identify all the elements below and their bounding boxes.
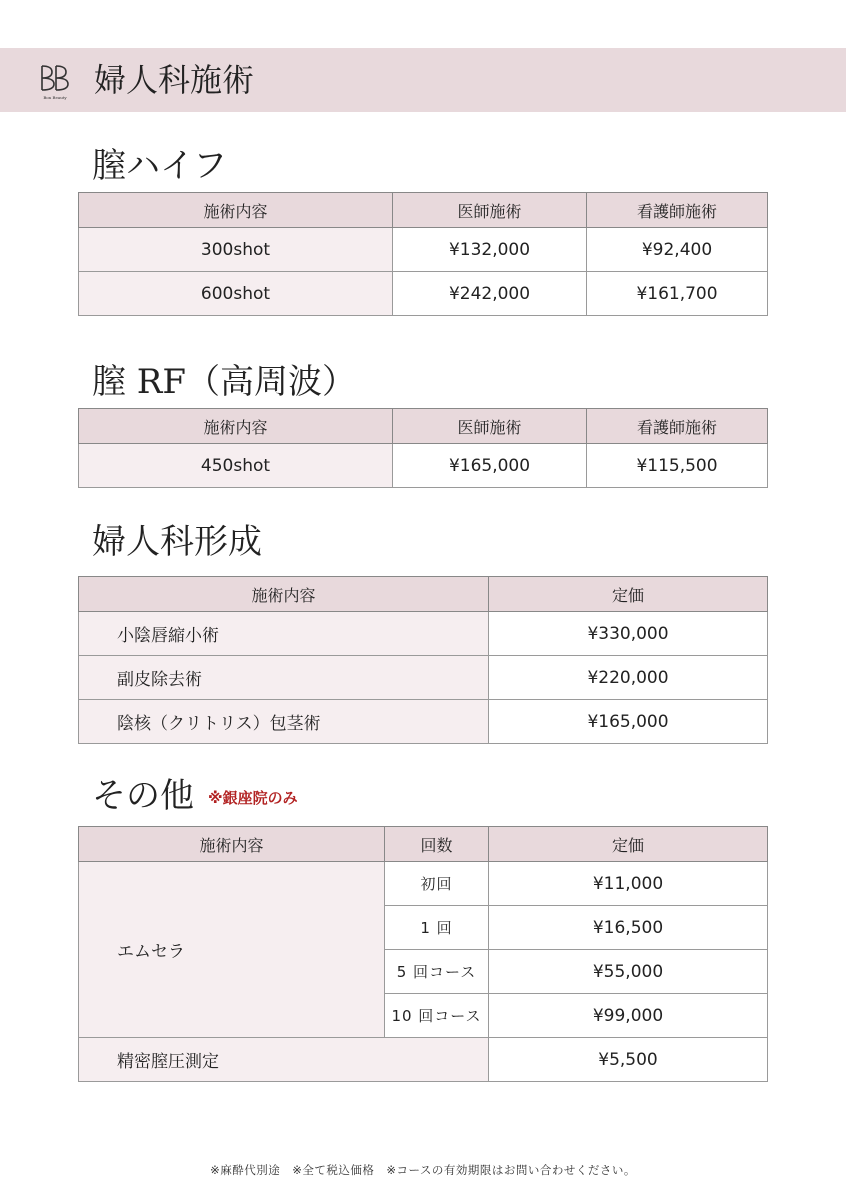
col-header: 施術内容 [79, 827, 385, 862]
treatment-cell: 600shot [79, 272, 393, 316]
price-table-vaginal-rf [78, 408, 768, 488]
table-row [79, 862, 768, 906]
table-row [79, 700, 768, 744]
table-row [79, 656, 768, 700]
table-row [79, 228, 768, 272]
section-title-vaginal-hifu: 膣ハイフ [92, 146, 227, 186]
price-cell: ¥115,500 [587, 444, 768, 488]
section-title-text: その他 [92, 776, 194, 816]
price-cell: ¥55,000 [489, 950, 768, 994]
treatment-cell: 450shot [79, 444, 393, 488]
count-cell: 初回 [385, 862, 489, 906]
clinic-logo [34, 60, 76, 102]
table-row [79, 612, 768, 656]
page-title: 婦人科施術 [94, 61, 255, 99]
price-cell: ¥5,500 [489, 1038, 768, 1082]
treatment-cell: 精密膣圧測定 [79, 1038, 489, 1082]
section-title-gyn-plastic: 婦人科形成 [92, 522, 262, 562]
price-cell: ¥220,000 [489, 656, 768, 700]
table-row [79, 444, 768, 488]
price-cell: ¥330,000 [489, 612, 768, 656]
treatment-cell: 300shot [79, 228, 393, 272]
page-header [0, 48, 846, 112]
price-table-vaginal-hifu [78, 192, 768, 316]
treatment-cell: 小陰唇縮小術 [79, 612, 489, 656]
price-cell: ¥161,700 [587, 272, 768, 316]
col-header: 回数 [385, 827, 489, 862]
price-cell: ¥165,000 [489, 700, 768, 744]
col-header: 看護師施術 [587, 409, 768, 444]
table-row [79, 272, 768, 316]
count-cell: 5 回コース [385, 950, 489, 994]
price-cell: ¥99,000 [489, 994, 768, 1038]
col-header: 医師施術 [393, 409, 587, 444]
col-header: 施術内容 [79, 193, 393, 228]
col-header: 施術内容 [79, 577, 489, 612]
section-title-other [92, 774, 298, 820]
treatment-cell: 陰核（クリトリス）包茎術 [79, 700, 489, 744]
price-table-other [78, 826, 768, 1082]
price-cell: ¥11,000 [489, 862, 768, 906]
col-header: 定価 [489, 577, 768, 612]
treatment-cell: 副皮除去術 [79, 656, 489, 700]
footer-notes: ※麻酔代別途 ※全て税込価格 ※コースの有効期限はお問い合わせください。 [210, 1163, 636, 1177]
count-cell: 10 回コース [385, 994, 489, 1038]
price-table-gyn-plastic [78, 576, 768, 744]
price-cell: ¥92,400 [587, 228, 768, 272]
count-cell: 1 回 [385, 906, 489, 950]
price-cell: ¥242,000 [393, 272, 587, 316]
col-header: 医師施術 [393, 193, 587, 228]
ginza-only-note: ※銀座院のみ [208, 789, 298, 807]
price-cell: ¥165,000 [393, 444, 587, 488]
section-title-vaginal-rf: 膣 RF（高周波） [92, 362, 356, 402]
col-header: 定価 [489, 827, 768, 862]
col-header: 看護師施術 [587, 193, 768, 228]
treatment-cell-emsella: エムセラ [79, 862, 385, 1038]
price-cell: ¥132,000 [393, 228, 587, 272]
table-row [79, 1038, 768, 1082]
svg-text:Bon Beauty: Bon Beauty [43, 95, 67, 100]
price-cell: ¥16,500 [489, 906, 768, 950]
col-header: 施術内容 [79, 409, 393, 444]
